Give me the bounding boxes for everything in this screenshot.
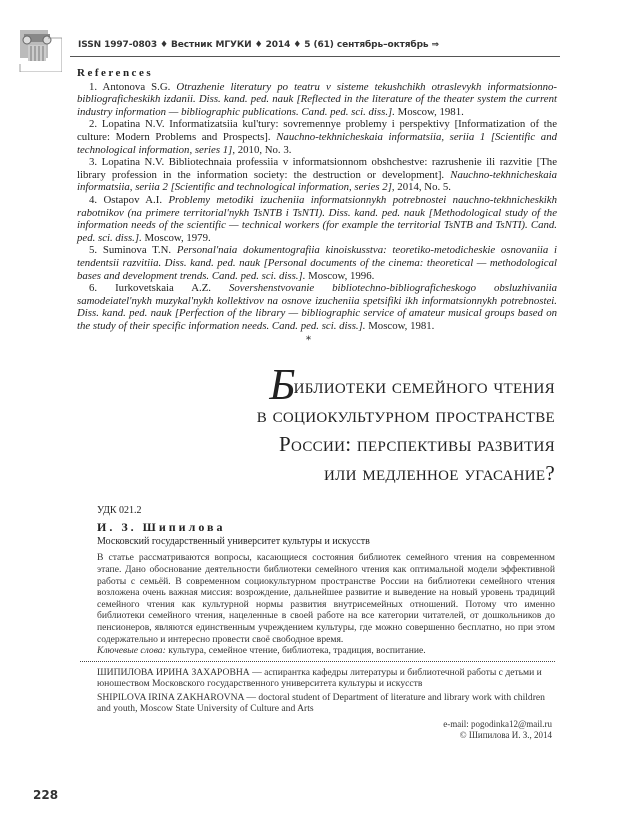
ref-author: 4. Ostapov A.I. [89, 193, 169, 206]
ref-title: Nauchno-tekhnicheskaia informatsiia, seriia 2 [Scientific and technological information, series 2] [77, 168, 557, 194]
title-line: России: перспективы развития [279, 432, 555, 457]
author-name: И. З. Шипилова [97, 520, 226, 535]
reference-item [77, 244, 557, 282]
ref-title: Nauchno-tekhnicheskaia informatsiia, seriia 1 [Scientific and technological information, series 1] [77, 130, 557, 156]
author-contact [443, 719, 552, 742]
dotted-divider [80, 661, 555, 662]
ref-publication: Moscow, 1981. [394, 105, 464, 118]
title-drop-cap: Б [269, 360, 296, 410]
title-line: или медленное угасание? [324, 461, 555, 486]
section-separator: * [306, 335, 311, 347]
title-line: иблиотеки семейного чтения [293, 374, 555, 399]
author-email: e-mail: pogodinka12@mail.ru [443, 718, 552, 729]
header-rule [70, 56, 560, 57]
ref-publication: , 2014, No. 5. [391, 181, 451, 194]
reference-item [77, 282, 557, 332]
ref-publication: , 2010, No. 3. [232, 143, 292, 156]
running-header: ISSN 1997-0803 ♦ Вестник МГУКИ ♦ 2014 ♦ 5 (61) сентябрь–октябрь ⇒ [78, 40, 439, 50]
ref-author: 2. Lopatina N.V. Informatizatsiia kul'tury: sovremennye problemy i perspektivy [Informatization of the culture: Modern Problems and Prospects]. [77, 118, 557, 143]
reference-item [77, 118, 557, 156]
ref-title: Problemy metodiki izucheniia informatsionnykh potrebnostei nauchno-tekhnicheskikh rabotnikov (na primere territorial'nykh TsNTB i TsNTI). Diss. kand. ped. nauk [Methodological study of the information needs of the scientific — technical workers (for example the territorial TsNTB and TsNTI). Cand. ped. sci. diss.]. [77, 193, 557, 244]
title-line: в социокультурном пространстве [256, 403, 555, 428]
ref-publication: Moscow, 1996. [305, 269, 375, 282]
ref-publication: Moscow, 1981. [365, 319, 435, 332]
ref-title: Otrazhenie literatury po teatru v sisteme tekushchikh otraslevykh informatsionno-bibliograficheskikh izdanii. Diss. kand. ped. nauk [Reflected in the literature of the theater system the current industry information — bibliographic publications. Cand. ped. sci. diss.]. [77, 80, 557, 118]
udk-code: УДК 021.2 [97, 505, 142, 517]
bio-russian: ШИПИЛОВА ИРИНА ЗАХАРОВНА — аспирантка кафедры литературы и библиотечной работы с детьми и юношеством Московского государственного университета культуры и искусств [97, 666, 542, 689]
reference-item [77, 194, 557, 244]
author-bio [97, 667, 557, 717]
article-title [155, 360, 555, 488]
ref-author: 1. Antonova S.G. [89, 80, 177, 93]
bio-english: SHIPILOVA IRINA ZAKHAROVNA — doctoral student of Department of literature and library work with children and youth, Moscow State University of Culture and Arts [97, 691, 545, 714]
keywords-label: Ключевые слова: [97, 645, 166, 657]
reference-item [77, 81, 557, 119]
journal-logo-column-icon [18, 28, 62, 72]
keywords [97, 645, 617, 657]
ref-title: Personal'naia dokumentografiia kinoiskusstva: teoretiko-metodicheskie osnovaniia i tendentsii razvitiia. Diss. kand. ped. nauk [Personal documents of the cinema: theoretical — methodological bases and development trends. Cand. ped. sci. diss.]. [77, 244, 557, 282]
references-heading: References [77, 67, 154, 79]
ref-author: 3. Lopatina N.V. Bibliotechnaia professiia v informatsionnom obshchestve: razrushenie ili razvitie [The library profession in the information society: the destruction or development]. [77, 156, 557, 181]
ref-author: 5. Suminova T.N. [89, 244, 177, 257]
ref-title: Sovershenstvovanie bibliotechno-bibliograficheskogo obsluzhivaniia samodeiatel'nykh muzykal'nykh kollektivov na osnove izucheniia spetsifiki ikh informatsionnykh potrebnostei. Diss. kand. ped. nauk [Perfection of the library — bibliographic service of amateur musical groups based on the study of their specific information needs. Cand. ped. sci. diss.]. [77, 282, 557, 332]
page-number: 228 [33, 788, 59, 802]
ref-publication: Moscow, 1979. [141, 231, 211, 244]
abstract: В статье рассматриваются вопросы, касающиеся состояния библиотек семейного чтения на современном этапе. Дано обоснование деятельности библиотеки семейного чтения как оптимальной модели эффективной работы с семьёй. В современном социокультурном пространстве России на библиотеки семейного чтения возложена очень важная миссия: возрождение, дальнейшее развитие и выведение на новый уровень традиций семейного чтения как культурной нормы развития внутрисемейных отношений. Потому что именно библиотеки семейного чтения, нацеленные в своей работе на все категории читателей, от дошкольников до пенсионеров, являются единственным учреждением культуры, где можно совершенно бесплатно, но при этом содержательно и интересно провести своё свободное время. [97, 552, 555, 645]
keywords-list: культура, семейное чтение, библиотека, традиция, воспитание. [165, 645, 426, 657]
copyright: © Шипилова И. З., 2014 [459, 730, 552, 741]
references-section [77, 67, 557, 332]
reference-item [77, 156, 557, 194]
ref-author: 6. Iurkovetskaia A.Z. [89, 282, 229, 295]
author-affiliation: Московский государственный университет культуры и искусств [97, 536, 370, 548]
